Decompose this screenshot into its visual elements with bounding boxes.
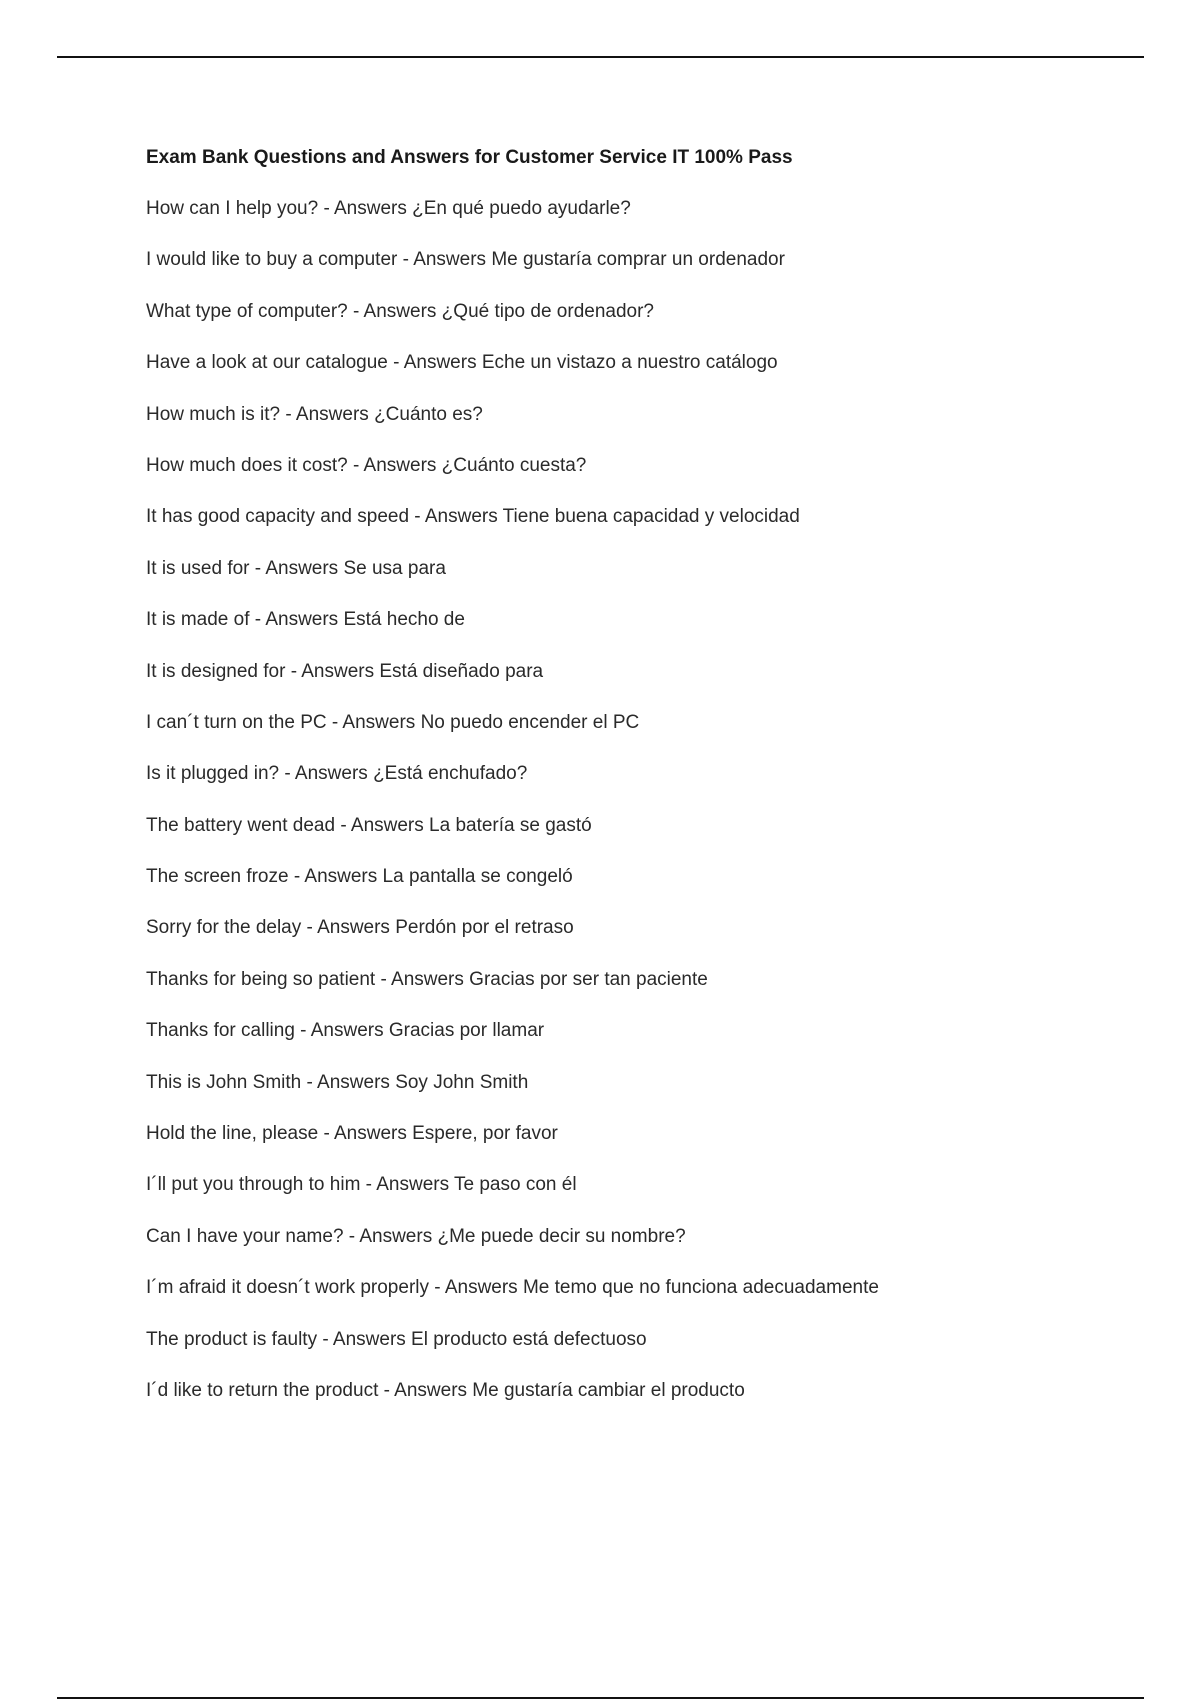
qa-item: I´ll put you through to him - Answers Te paso con él [146, 1174, 577, 1196]
qa-item: Hold the line, please - Answers Espere, por favor [146, 1123, 558, 1145]
qa-item: The screen froze - Answers La pantalla se congeló [146, 866, 573, 888]
qa-list [146, 197, 1146, 1403]
document-body [146, 146, 1146, 1430]
qa-item: The product is faulty - Answers El producto está defectuoso [146, 1328, 647, 1350]
qa-item: Thanks for being so patient - Answers Gracias por ser tan paciente [146, 968, 708, 990]
qa-item: It has good capacity and speed - Answers Tiene buena capacidad y velocidad [146, 506, 800, 528]
qa-item: I would like to buy a computer - Answers Me gustaría comprar un ordenador [146, 249, 785, 271]
header-rule [57, 56, 1144, 58]
qa-item: Can I have your name? - Answers ¿Me puede decir su nombre? [146, 1225, 686, 1247]
qa-item: It is made of - Answers Está hecho de [146, 609, 465, 631]
qa-item: How much is it? - Answers ¿Cuánto es? [146, 403, 483, 425]
document-title: Exam Bank Questions and Answers for Customer Service IT 100% Pass [146, 147, 793, 168]
qa-item: Sorry for the delay - Answers Perdón por el retraso [146, 917, 574, 939]
qa-item: This is John Smith - Answers Soy John Smith [146, 1071, 529, 1093]
qa-item: I can´t turn on the PC - Answers No puedo encender el PC [146, 711, 640, 733]
footer-rule [57, 1697, 1144, 1699]
qa-item: Thanks for calling - Answers Gracias por llamar [146, 1020, 545, 1042]
qa-item: The battery went dead - Answers La batería se gastó [146, 814, 592, 836]
qa-item: It is designed for - Answers Está diseñado para [146, 660, 544, 682]
qa-item: How can I help you? - Answers ¿En qué puedo ayudarle? [146, 198, 631, 219]
qa-item: Is it plugged in? - Answers ¿Está enchufado? [146, 763, 528, 785]
qa-item: What type of computer? - Answers ¿Qué tipo de ordenador? [146, 300, 654, 322]
qa-item: How much does it cost? - Answers ¿Cuánto cuesta? [146, 454, 587, 476]
qa-item: It is used for - Answers Se usa para [146, 557, 446, 579]
qa-item: I´m afraid it doesn´t work properly - Answers Me temo que no funciona adecuadamente [146, 1277, 879, 1299]
qa-item: I´d like to return the product - Answers Me gustaría cambiar el producto [146, 1379, 745, 1401]
qa-item: Have a look at our catalogue - Answers Eche un vistazo a nuestro catálogo [146, 352, 778, 374]
